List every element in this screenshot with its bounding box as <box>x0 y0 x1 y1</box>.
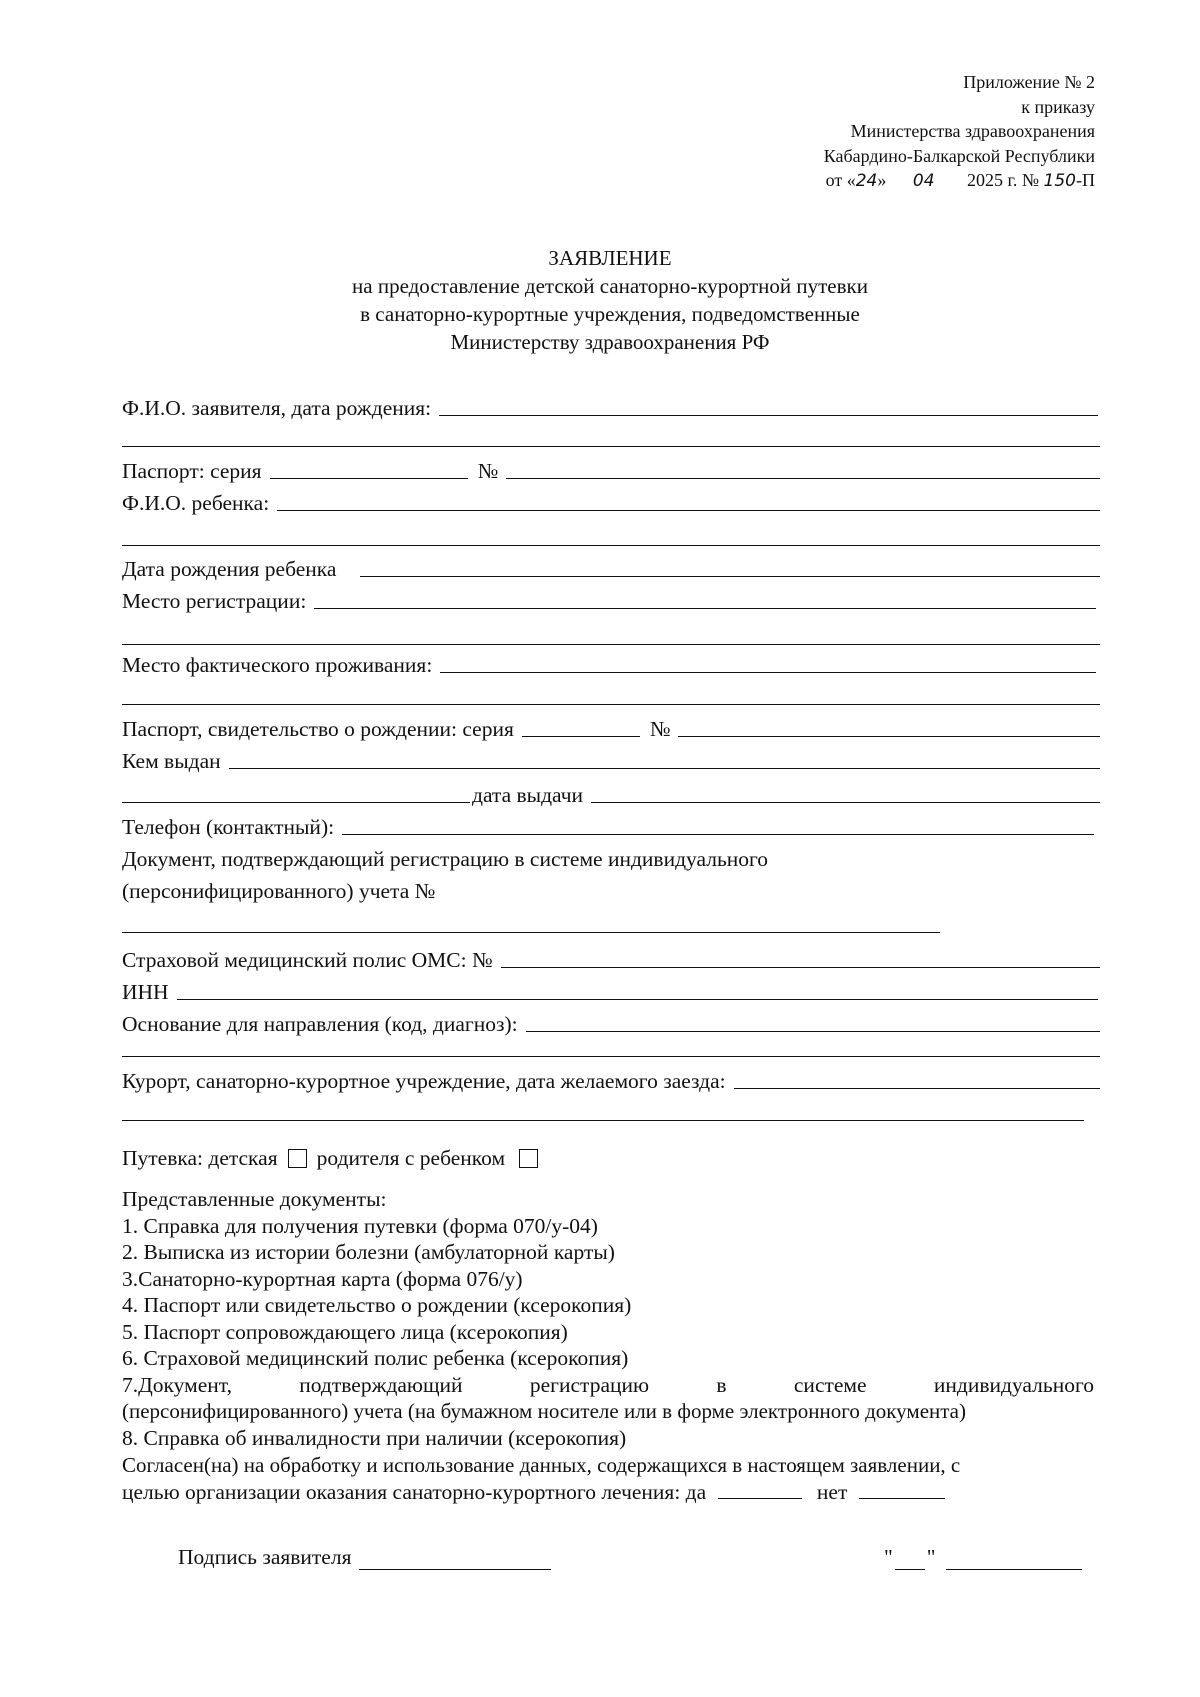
form-title <box>0 244 1200 356</box>
date-mid: » <box>877 170 887 190</box>
passport-number-blank[interactable] <box>506 478 1100 479</box>
signature-label: Подпись заявителя <box>178 1545 352 1569</box>
issued-by-blank[interactable] <box>229 768 1100 769</box>
oms-blank[interactable] <box>501 967 1101 968</box>
list-item: 5. Паспорт сопровождающего лица (ксерокопия) <box>122 1319 568 1344</box>
field-label: № <box>649 717 671 741</box>
date-quote: " <box>926 1545 936 1569</box>
list-item: 6. Страховой медицинский полис ребенка (ксерокопия) <box>122 1346 629 1370</box>
title-subline: на предоставление детской санаторно-курортной путевки <box>352 274 868 298</box>
word: подтверждающий <box>299 1372 463 1397</box>
list-item: 3.Санаторно-курортная карта (форма 076/у) <box>122 1266 523 1291</box>
registration-blank[interactable] <box>314 608 1096 609</box>
list-item: 1. Справка для получения путевки (форма 070/у-04) <box>122 1213 598 1238</box>
signature-date-blank[interactable] <box>946 1549 1082 1570</box>
birth-cert-series-blank[interactable] <box>522 736 640 737</box>
date-prefix: от « <box>825 170 856 190</box>
list-item: 8. Справка об инвалидности при наличии (ксерокопия) <box>122 1425 627 1450</box>
child-birth-blank[interactable] <box>360 576 1100 577</box>
voucher-option-label: родителя с ребенком <box>316 1146 506 1170</box>
field-oms <box>122 943 1100 973</box>
inn-blank[interactable] <box>177 999 1098 1000</box>
voucher-label: Путевка: детская <box>122 1146 278 1170</box>
consent-text: целью организации оказания санаторно-курортного лечения: да <box>122 1480 707 1504</box>
appendix-line: Министерства здравоохранения <box>850 121 1095 141</box>
consent-no-blank[interactable] <box>859 1480 945 1499</box>
field-child-birth <box>122 552 1100 582</box>
blank-line[interactable] <box>122 704 1100 705</box>
field-inn <box>122 975 1098 1005</box>
list-item: 4. Паспорт или свидетельство о рождении (ксерокопия) <box>122 1293 632 1317</box>
field-issue-date <box>122 778 1100 808</box>
list-item-continued: (персонифицированного) учета (на бумажном носителе или в форме электронного документа) <box>122 1399 966 1423</box>
word: 7.Документ, <box>122 1372 232 1397</box>
consent-yes-blank[interactable] <box>718 1480 802 1499</box>
field-label: Место фактического проживания: <box>122 653 433 677</box>
reason-blank[interactable] <box>526 1031 1100 1032</box>
appendix-order-date <box>615 168 1095 194</box>
field-resort <box>122 1064 1100 1094</box>
field-label: Телефон (контактный): <box>122 815 335 839</box>
field-snils-line2 <box>122 874 1092 904</box>
field-label: Ф.И.О. ребенка: <box>122 491 270 515</box>
field-applicant-name <box>122 391 1098 421</box>
date-year: 2025 г. № <box>967 170 1040 190</box>
checkbox-child-voucher[interactable] <box>288 1149 307 1168</box>
field-label: Паспорт: серия <box>122 459 262 483</box>
field-label: (персонифицированного) учета № <box>122 879 436 903</box>
resort-blank[interactable] <box>734 1088 1100 1089</box>
list-item <box>122 1372 1094 1399</box>
signature-block <box>178 1545 551 1570</box>
blank-line[interactable] <box>122 1120 1084 1121</box>
voucher-type <box>122 1146 548 1171</box>
field-label: Курорт, санаторно-курортное учреждение, дата желаемого заезда: <box>122 1069 726 1093</box>
field-reason <box>122 1007 1100 1037</box>
field-registration <box>122 584 1096 614</box>
title-subline: Министерству здравоохранения РФ <box>450 330 770 354</box>
issue-date-blank[interactable] <box>591 802 1100 803</box>
checkbox-parent-with-child[interactable] <box>519 1149 538 1168</box>
field-birth-certificate <box>122 712 1100 742</box>
field-label: Ф.И.О. заявителя, дата рождения: <box>122 396 432 420</box>
passport-series-blank[interactable] <box>270 478 468 479</box>
title-heading: ЗАЯВЛЕНИЕ <box>548 246 672 270</box>
field-phone <box>122 810 1094 840</box>
field-label: ИНН <box>122 980 169 1004</box>
handwritten-order-number: 150 <box>1043 171 1076 191</box>
consent-answer-line <box>122 1479 1094 1506</box>
field-snils-line1 <box>122 842 1092 872</box>
list-item: 2. Выписка из истории болезни (амбулаторной карты) <box>122 1240 615 1264</box>
field-label: Основание для направления (код, диагноз): <box>122 1012 518 1036</box>
blank-line[interactable] <box>122 1056 1100 1057</box>
blank-line[interactable] <box>122 644 1100 645</box>
snils-blank[interactable] <box>122 932 940 933</box>
documents-heading: Представленные документы: <box>122 1187 387 1211</box>
word: индивидуального <box>933 1372 1094 1397</box>
birth-cert-number-blank[interactable] <box>678 736 1100 737</box>
field-label: Кем выдан <box>122 749 221 773</box>
consent-no-label: нет <box>816 1480 848 1504</box>
documents-list <box>122 1186 1094 1451</box>
field-residence <box>122 648 1096 678</box>
consent-block <box>122 1452 1094 1506</box>
child-name-blank[interactable] <box>277 510 1100 511</box>
consent-text: Согласен(на) на обработку и использование данных, содержащихся в настоящем заявлении, с <box>122 1453 961 1477</box>
blank-line[interactable] <box>122 545 1100 546</box>
residence-blank[interactable] <box>440 672 1096 673</box>
order-suffix: -П <box>1076 170 1095 190</box>
appendix-header <box>615 70 1095 194</box>
appendix-line: к приказу <box>1021 96 1095 117</box>
word: системе <box>793 1372 867 1397</box>
blank-line[interactable] <box>122 446 1100 447</box>
handwritten-day: 24 <box>855 171 878 191</box>
date-quote: " <box>884 1545 893 1569</box>
field-issued-by <box>122 744 1100 774</box>
handwritten-month: 04 <box>912 171 935 191</box>
field-label: Паспорт, свидетельство о рождении: серия <box>122 717 514 741</box>
field-passport <box>122 454 1100 484</box>
field-label: Документ, подтверждающий регистрацию в системе индивидуального <box>122 847 769 871</box>
signature-date <box>884 1545 1082 1570</box>
applicant-name-blank[interactable] <box>439 415 1098 416</box>
field-label: Место регистрации: <box>122 589 307 613</box>
word: регистрацию <box>529 1372 650 1397</box>
word: в <box>716 1372 727 1397</box>
title-subline: в санаторно-курортные учреждения, подведомственные <box>360 302 860 326</box>
signature-blank[interactable] <box>359 1549 551 1570</box>
field-label: Дата рождения ребенка <box>122 557 337 581</box>
field-label: № <box>477 459 499 483</box>
field-label: Страховой медицинский полис ОМС: № <box>122 948 493 972</box>
field-child-name <box>122 486 1100 516</box>
appendix-line: Приложение № 2 <box>963 72 1095 92</box>
appendix-line: Кабардино-Балкарской Республики <box>823 145 1095 166</box>
field-label: дата выдачи <box>472 783 584 807</box>
phone-blank[interactable] <box>342 834 1094 835</box>
issued-by-continued-blank[interactable] <box>122 802 470 803</box>
signature-day-blank[interactable] <box>895 1549 925 1570</box>
